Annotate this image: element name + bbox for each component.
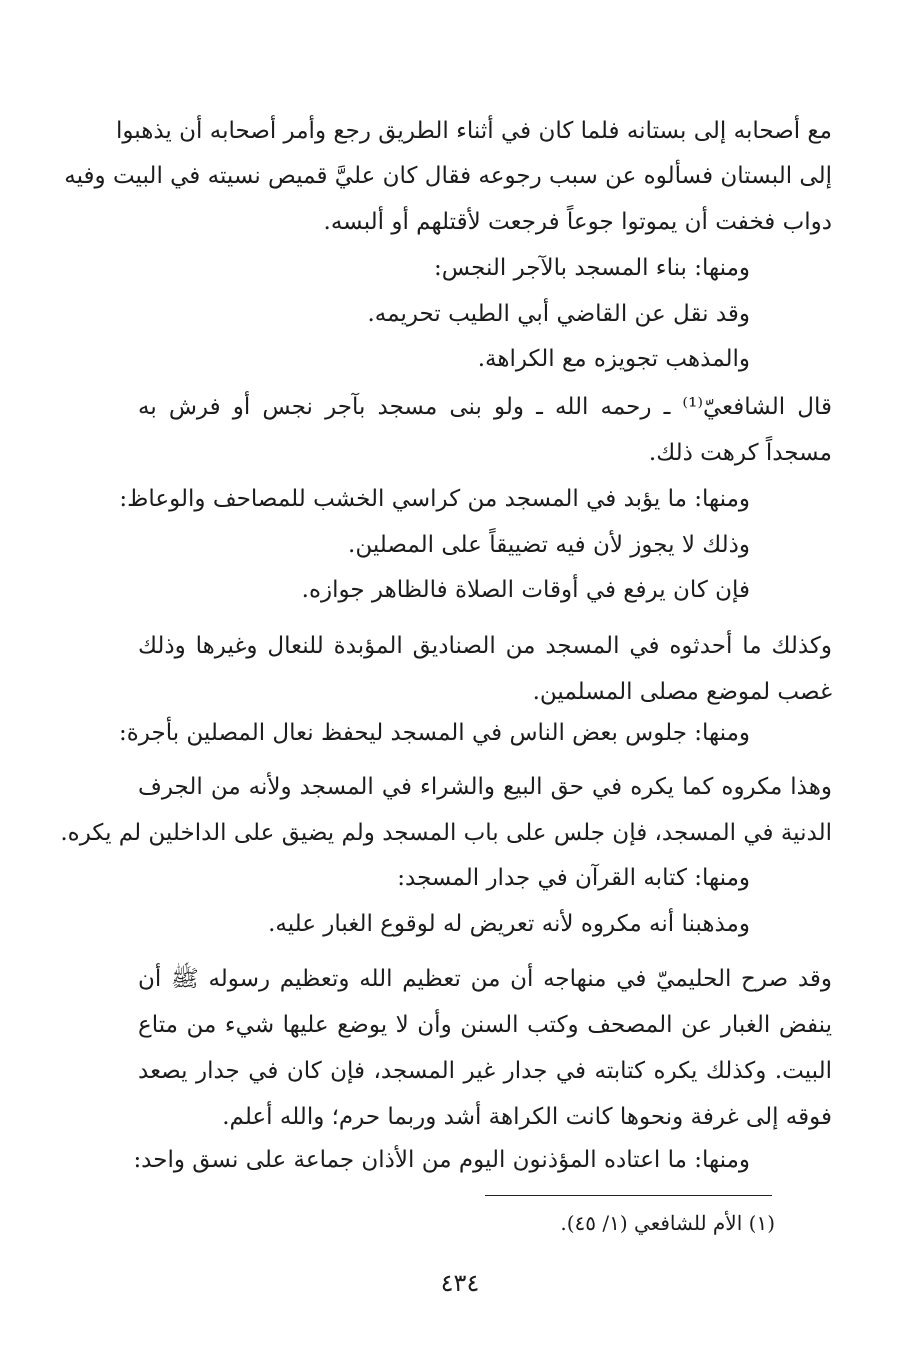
text-line: وذلك لا يجوز لأن فيه تضييقاً على المصلين. [348,532,750,558]
text-line: ومنها: ما يؤبد في المسجد من كراسي الخشب للمصاحف والوعاظ: [119,486,750,512]
text-line: وقد صرح الحليميّ في منهاجه أن من تعظيم الله وتعظيم رسوله ﷺ أن [138,966,832,992]
text-line: فإن كان يرفع في أوقات الصلاة فالظاهر جوازه. [301,577,750,603]
text-line: وهذا مكروه كما يكره في حق البيع والشراء في المسجد ولأنه من الجرف [138,774,832,800]
text-line: مع أصحابه إلى بستانه فلما كان في أثناء الطريق رجع وأمر أصحابه أن يذهبوا [116,118,832,144]
text-line: ومنها: كتابه القرآن في جدار المسجد: [397,865,750,891]
text-line: ومنها: بناء المسجد بالآجر النجس: [434,255,750,281]
text-line: ومنها: ما اعتاده المؤذنون اليوم من الأذان جماعة على نسق واحد: [133,1147,750,1173]
page-number: ٤٣٤ [440,1269,480,1297]
text-line: وقد نقل عن القاضي أبي الطيب تحريمه. [367,301,750,327]
text-line: إلى البستان فسألوه عن سبب رجوعه فقال كان عليَّ قميص نسيته في البيت وفيه [64,163,832,189]
footnote-divider [485,1195,772,1196]
text-line: غصب لموضع مصلى المسلمين. [532,679,832,705]
text-line: البيت. وكذلك يكره كتابته في جدار غير المسجد، فإن كان في جدار يصعد [138,1058,832,1084]
text-line: دواب فخفت أن يموتوا جوعاً فرجعت لأقتلهم أو ألبسه. [323,209,832,235]
text-line: قال الشافعيّ⁽¹⁾ ـ رحمه الله ـ ولو بنى مسجد بآجر نجس أو فرش به [138,394,832,420]
text-line: وكذلك ما أحدثوه في المسجد من الصناديق المؤبدة للنعال وغيرها وذلك [138,633,832,659]
text-line: مسجداً كرهت ذلك. [648,440,832,466]
text-line: ومنها: جلوس بعض الناس في المسجد ليحفظ نعال المصلين بأجرة: [118,720,750,746]
text-line: ينفض الغبار عن المصحف وكتب السنن وأن لا يوضع عليها شيء من متاع [138,1012,832,1038]
text-line: والمذهب تجويزه مع الكراهة. [477,346,750,372]
text-line: فوقه إلى غرفة ونحوها كانت الكراهة أشد وربما حرم؛ والله أعلم. [222,1104,832,1130]
text-line: الدنية في المسجد، فإن جلس على باب المسجد ولم يضيق على الداخلين لم يكره. [60,820,832,846]
text-line: ومذهبنا أنه مكروه لأنه تعريض له لوقوع الغبار عليه. [268,911,750,937]
footnote: (١) الأم للشافعي (١/ ٤٥). [560,1211,775,1235]
